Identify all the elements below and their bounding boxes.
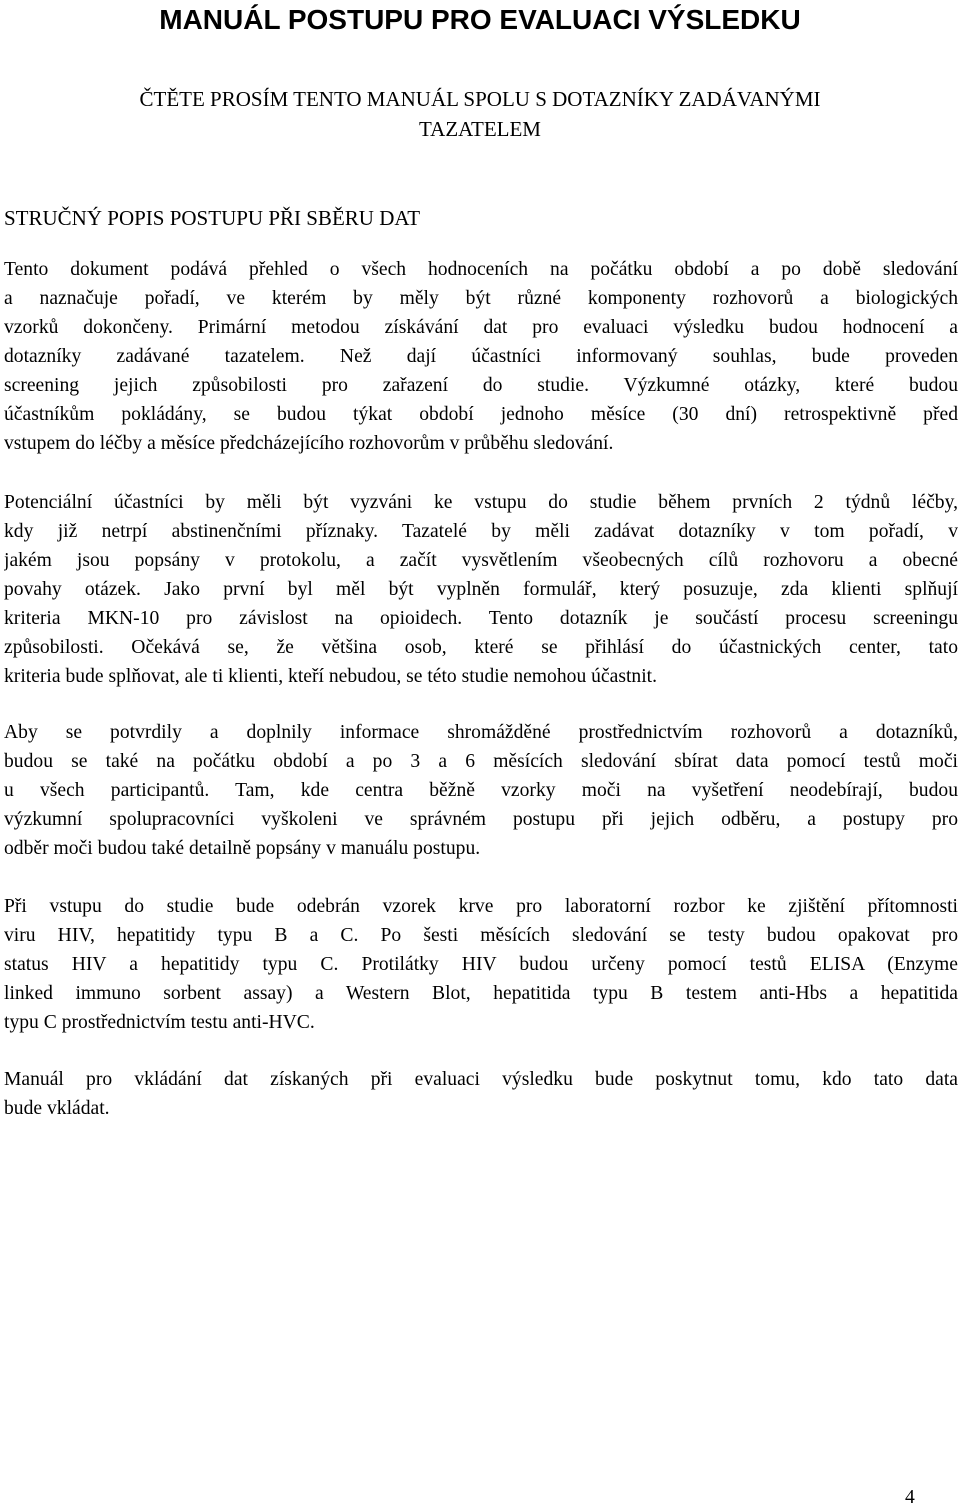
document-title: MANUÁL POSTUPU PRO EVALUACI VÝSLEDKU	[159, 4, 801, 35]
text-line: Při vstupu do studie bude odebrán vzorek krve pro laboratorní rozbor ke zjištění přítomnosti	[4, 896, 958, 917]
text-line: linked immuno sorbent assay) a Western Blot, hepatitida typu B testem anti-Hbs a hepatitida	[4, 983, 958, 1004]
text-line: jakém jsou popsány v protokolu, a začít vysvětlením všeobecných cílů rozhovoru a obecné	[4, 550, 958, 571]
text-line: vstupem do léčby a měsíce předcházejícího rozhovorům v průběhu sledování.	[4, 433, 614, 454]
text-line: kriteria bude splňovat, ale ti klienti, kteří nebudou, se této studie nemohou účastnit.	[4, 666, 657, 687]
text-line: Aby se potvrdily a doplnily informace shromážděné prostřednictvím rozhovorů a dotazníků,	[4, 722, 958, 743]
text-line: Manuál pro vkládání dat získaných při evaluaci výsledku bude poskytnut tomu, kdo tato data	[4, 1069, 958, 1090]
text-line: a naznačuje pořadí, ve kterém by měly být různé komponenty rozhovorů a biologických	[4, 288, 958, 309]
document-subtitle	[20, 84, 940, 144]
text-line: dotazníky zadávané tazatelem. Než dají účastníci informovaný souhlas, bude proveden	[4, 346, 958, 367]
text-line: bude vkládat.	[4, 1098, 110, 1119]
text-line: účastníkům pokládány, se budou týkat období jednoho měsíce (30 dní) retrospektivně před	[4, 404, 958, 425]
text-line: typu C prostřednictvím testu anti-HVC.	[4, 1012, 315, 1033]
subtitle-line: TAZATELEM	[419, 117, 541, 141]
text-line: odběr moči budou také detailně popsány v manuálu postupu.	[4, 838, 481, 859]
text-line: povahy otázek. Jako první byl měl být vyplněn formulář, který posuzuje, zda klienti splňují	[4, 579, 958, 600]
text-line: způsobilosti. Očekává se, že většina osob, které se přihlásí do účastnických center, tato	[4, 637, 958, 658]
text-line: budou se také na počátku období a po 3 a 6 měsících sledování sbírat data pomocí testů moči	[4, 751, 958, 772]
paragraph-blood-tests	[4, 892, 958, 1037]
text-line: vzorků dokončeny. Primární metodou získávání dat pro evaluaci výsledku budou hodnocení a	[4, 317, 958, 338]
text-line: výzkumní spolupracovníci vyškoleni ve správném postupu při jejich odběru, a postupy pro	[4, 809, 958, 830]
paragraph-urine-tests	[4, 718, 958, 863]
text-line: Tento dokument podává přehled o všech hodnoceních na počátku období a po době sledování	[4, 259, 958, 280]
paragraph-data-entry	[4, 1065, 958, 1123]
page-number: 4	[905, 1487, 915, 1508]
text-line: kriteria MKN-10 pro závislost na opioidech. Tento dotazník je součástí procesu screeningu	[4, 608, 958, 629]
section-heading: STRUČNÝ POPIS POSTUPU PŘI SBĚRU DAT	[4, 206, 421, 230]
text-line: Potenciální účastníci by měli být vyzváni ke vstupu do studie během prvních 2 týdnů léčby,	[4, 492, 958, 513]
text-line: kdy již netrpí abstinenčními příznaky. Tazatelé by měli zadávat dotazníky v tom pořadí, v	[4, 521, 958, 542]
subtitle-line: ČTĚTE PROSÍM TENTO MANUÁL SPOLU S DOTAZNÍKY ZADÁVANÝMI	[139, 87, 821, 111]
text-line: u všech participantů. Tam, kde centra běžně vzorky moči na vyšetření neodebírají, budou	[4, 780, 958, 801]
paragraph-overview	[4, 255, 958, 458]
text-line: screening jejich způsobilosti pro zařazení do studie. Výzkumné otázky, které budou	[4, 375, 958, 396]
text-line: viru HIV, hepatitidy typu B a C. Po šesti měsících sledování se testy budou opakovat pro	[4, 925, 958, 946]
text-line: status HIV a hepatitidy typu C. Protilátky HIV budou určeny pomocí testů ELISA (Enzyme	[4, 954, 958, 975]
paragraph-participants	[4, 488, 958, 691]
